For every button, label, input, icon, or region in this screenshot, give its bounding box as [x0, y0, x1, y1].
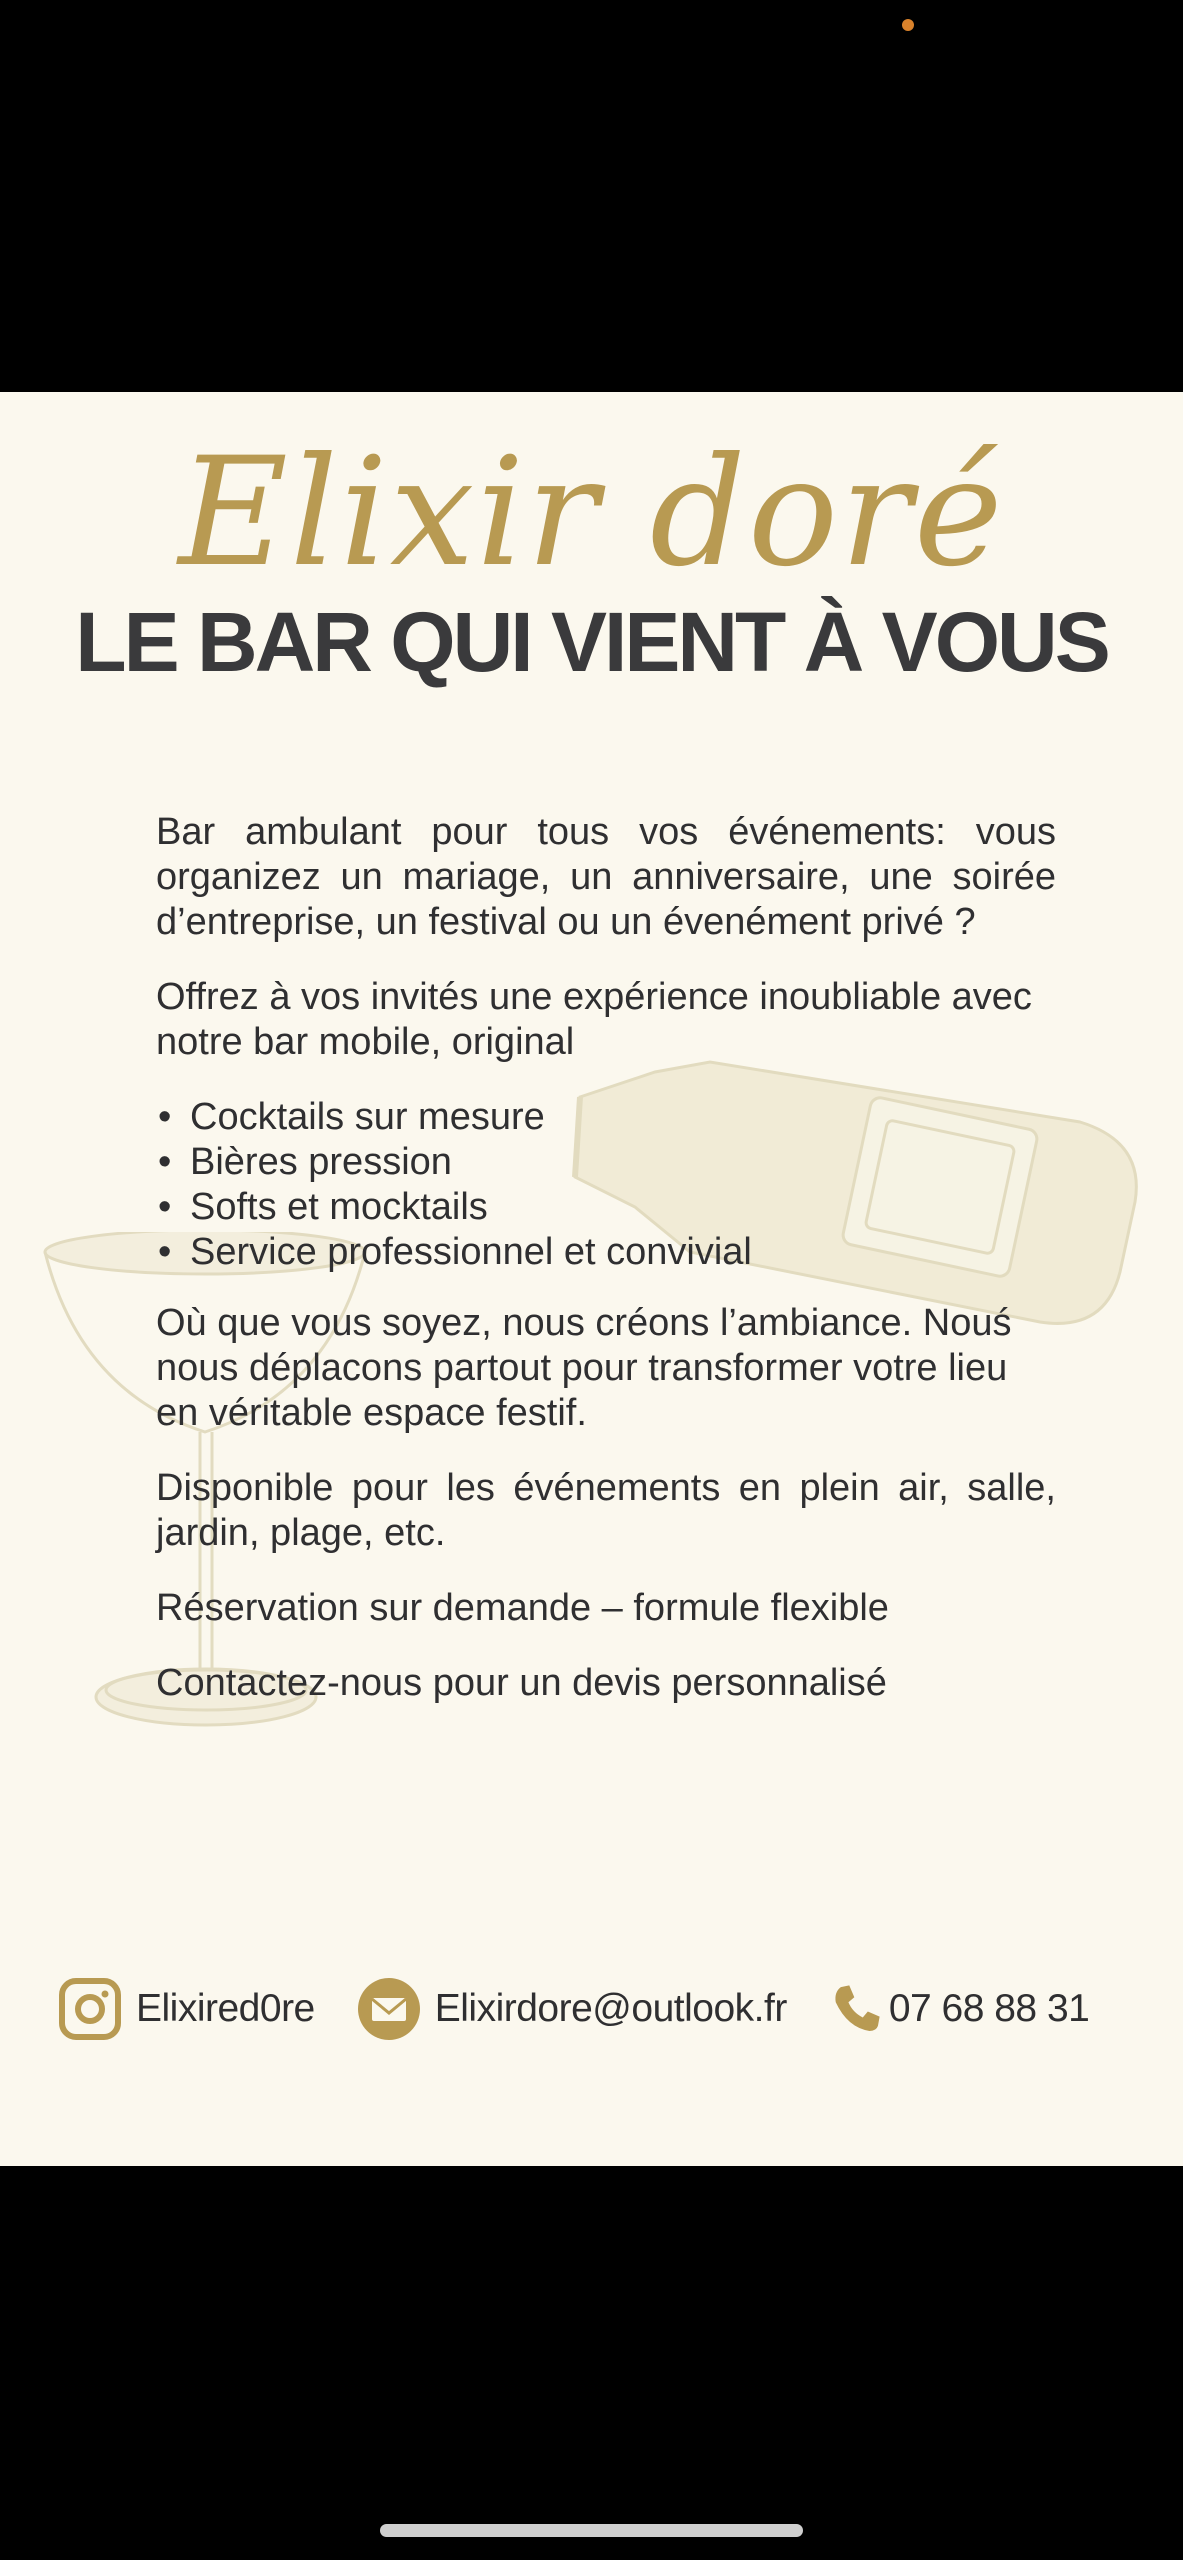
- instagram-icon: [58, 1977, 122, 2041]
- poster[interactable]: [0, 392, 1183, 2166]
- instagram-contact[interactable]: [58, 1977, 315, 2041]
- list-item: • Service professionnel et convivial: [158, 1231, 752, 1273]
- list-item: • Softs et mocktails: [158, 1186, 488, 1228]
- list-item-text: Cocktails sur mesure: [190, 1096, 545, 1138]
- top-black-band: [0, 0, 1183, 392]
- offer-paragraph: Offrez à vos invités une expérience inoubliable avec notre bar mobile, original: [156, 976, 1032, 1063]
- intro-paragraph: Bar ambulant pour tous vos événements: vous organizez un mariage, un anniversaire, une soirée d’entreprise, un festival ou un évenément privé ?: [156, 811, 1056, 943]
- instagram-handle: Elixired0re: [136, 1987, 315, 2030]
- phone-number: 07 68 88 31: [888, 1987, 1090, 2030]
- list-item: • Cocktails sur mesure: [158, 1096, 545, 1138]
- services-list: [156, 1095, 1056, 1275]
- list-item-text: Bières pression: [190, 1141, 452, 1183]
- reservation-paragraph: Réservation sur demande – formule flexible: [156, 1587, 889, 1629]
- contact-row: [58, 1974, 1138, 2044]
- poster-body: [156, 810, 1056, 1736]
- ambiance-paragraph: Où que vous soyez, nous créons l’ambiance. Nouś nous déplacons partout pour transformer votre lieu en véritable espace festif.: [156, 1302, 1012, 1434]
- phone-icon: [829, 1982, 883, 2036]
- home-indicator[interactable]: [380, 2524, 803, 2537]
- contact-cta-paragraph: Contactez-nous pour un devis personnalisé: [156, 1662, 887, 1704]
- availability-paragraph: Disponible pour les événements en plein air, salle, jardin, plage, etc.: [156, 1467, 1056, 1554]
- tagline-heading: LE BAR QUI VIENT À VOUS: [75, 595, 1108, 689]
- bottom-black-band: [0, 2166, 1183, 2560]
- email-address: Elixirdore@outlook.fr: [434, 1987, 787, 2030]
- phone-contact[interactable]: [829, 1982, 1090, 2036]
- brand-title: Elixir doré: [178, 426, 1005, 600]
- list-item-text: Service professionnel et convivial: [190, 1231, 752, 1273]
- status-indicator-dot: [902, 19, 914, 31]
- list-item-text: Softs et mocktails: [190, 1186, 488, 1228]
- mail-icon: [357, 1977, 421, 2041]
- email-contact[interactable]: [357, 1977, 787, 2041]
- list-item: • Bières pression: [158, 1141, 452, 1183]
